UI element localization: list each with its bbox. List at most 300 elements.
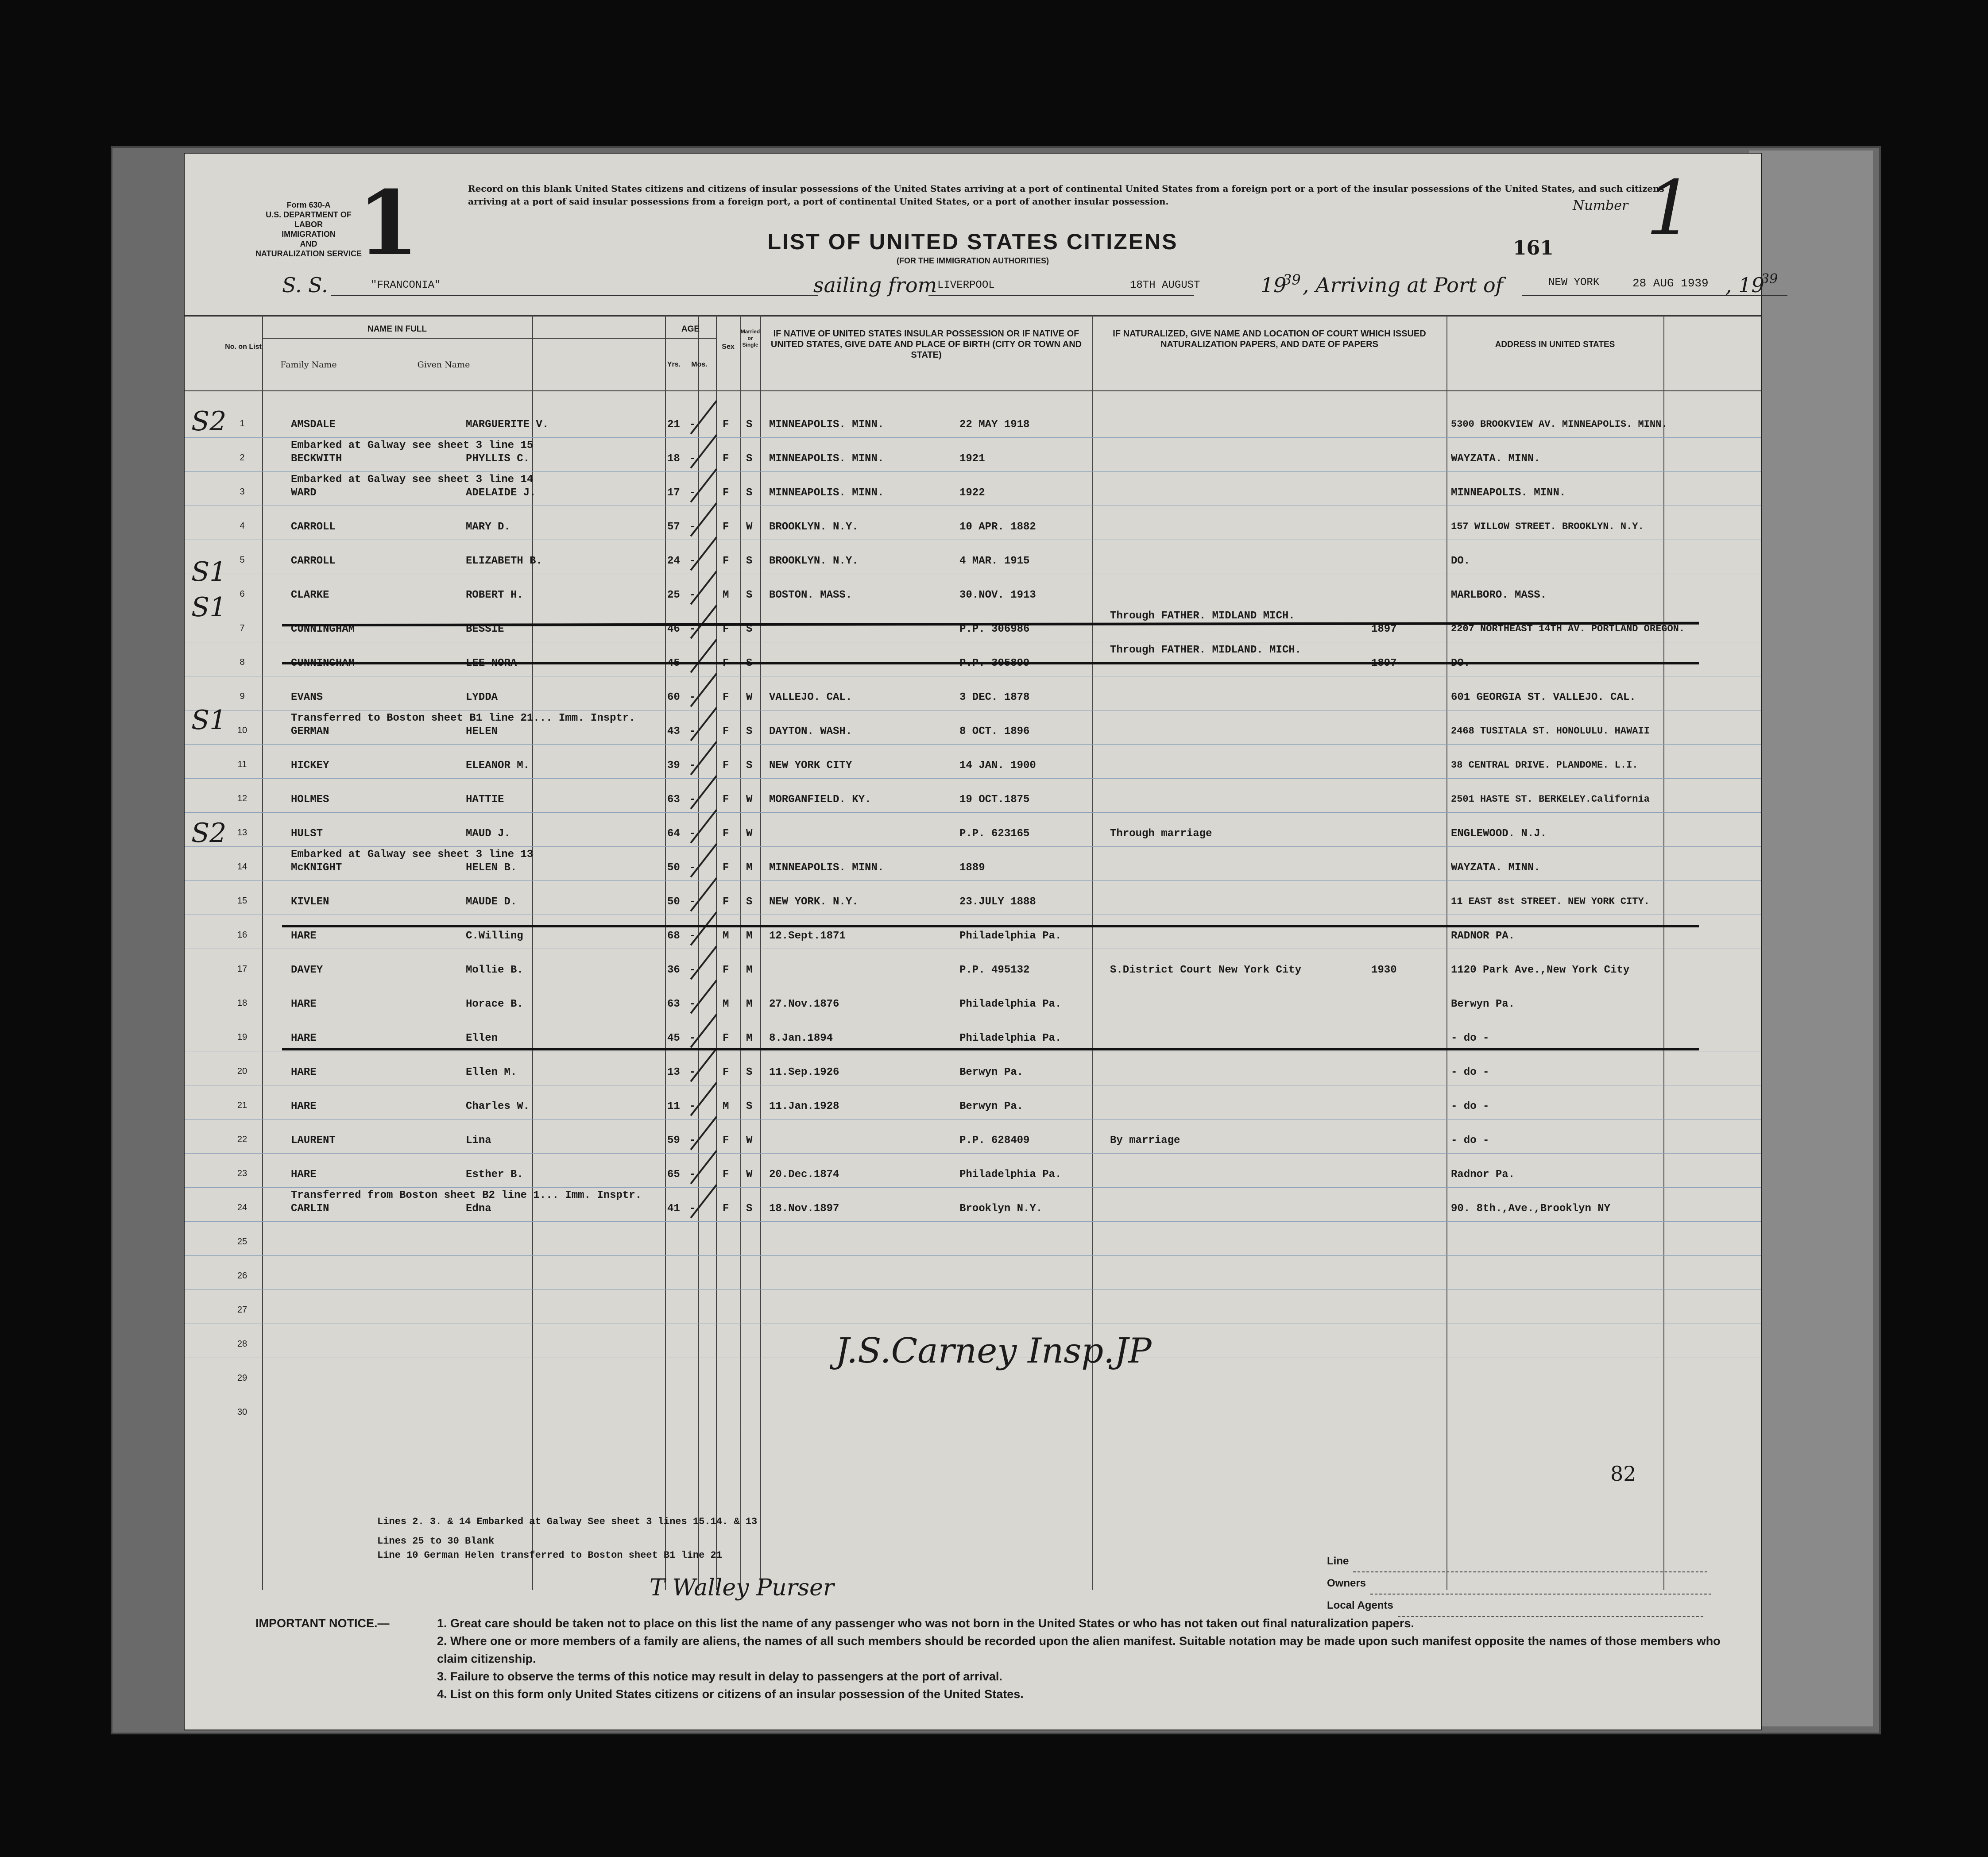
sex-cell: F — [723, 1169, 729, 1181]
given-name-cell: HELEN — [466, 726, 498, 737]
table-row — [185, 1188, 1761, 1222]
page-subtitle: (FOR THE IMMIGRATION AUTHORITIES) — [897, 256, 1049, 265]
checkmark-stroke — [690, 809, 718, 843]
age-years-cell: 18 — [667, 453, 680, 465]
sex-cell: M — [723, 998, 729, 1010]
row-number: 12 — [237, 794, 248, 803]
checkmark-stroke — [690, 946, 718, 980]
marital-status-cell: S — [746, 487, 753, 499]
family-name-cell: EVANS — [291, 691, 323, 703]
col-header-mos: Mos. — [691, 361, 708, 368]
birth-date-cell: Brooklyn N.Y. — [959, 1203, 1043, 1215]
row-number: 19 — [237, 1032, 248, 1042]
notice-item: 3. Failure to observe the terms of this notice may result in delay to passengers at the port of arrival. — [437, 1670, 1002, 1683]
table-row — [185, 881, 1761, 915]
naturalization-cell: By marriage — [1110, 1135, 1180, 1147]
age-months-cell: - — [689, 1169, 696, 1181]
age-months-cell: - — [689, 1032, 696, 1044]
line-owners-agents — [1327, 1550, 1711, 1617]
family-name-cell: WARD — [291, 487, 317, 499]
form-number: Form 630-A — [286, 201, 331, 209]
age-months-cell: - — [689, 555, 696, 567]
service-line-1: IMMIGRATION — [282, 230, 336, 239]
margin-annotation: S1 — [191, 705, 227, 736]
footer-notes — [377, 1515, 757, 1563]
family-name-cell: HARE — [291, 1032, 317, 1044]
given-name-cell: PHYLLIS C. — [466, 453, 530, 465]
table-row — [185, 1120, 1761, 1154]
margin-annotation: S2 — [191, 818, 227, 849]
address-cell: WAYZATA. MINN. — [1451, 453, 1540, 465]
col-header-no: No. on List — [225, 343, 262, 351]
age-months-cell: - — [689, 419, 696, 431]
col-header-married: Married or Single — [740, 328, 760, 348]
sex-cell: F — [723, 964, 729, 976]
family-name-cell: HARE — [291, 930, 317, 942]
port-arrival: NEW YORK — [1548, 277, 1600, 289]
footer-note: Lines 2. 3. & 14 Embarked at Galway See sheet 3 lines 15.14. & 13 — [377, 1516, 758, 1527]
footer-note: Line 10 German Helen transferred to Boston sheet B1 line 21 — [377, 1550, 722, 1561]
address-cell: 90. 8th.,Ave.,Brooklyn NY — [1451, 1203, 1611, 1215]
row-note: Embarked at Galway see sheet 3 line 15 — [291, 440, 534, 452]
col-header-family: Family Name — [280, 360, 337, 370]
row-number: 25 — [237, 1237, 248, 1247]
table-row — [185, 983, 1761, 1017]
address-cell: 157 WILLOW STREET. BROOKLYN. N.Y. — [1451, 521, 1644, 532]
year-prefix: 19 — [1261, 273, 1287, 297]
row-number: 27 — [237, 1305, 248, 1315]
age-years-cell: 46 — [667, 623, 680, 635]
address-cell: ENGLEWOOD. N.J. — [1451, 828, 1547, 840]
birth-date-cell: 3 DEC. 1878 — [959, 691, 1030, 703]
birth-date-cell: P.P. 623165 — [959, 828, 1030, 840]
line-label: Line — [1327, 1555, 1349, 1567]
family-name-cell: LAURENT — [291, 1135, 336, 1147]
address-cell: WAYZATA. MINN. — [1451, 862, 1540, 874]
checkmark-stroke — [690, 502, 718, 537]
marital-status-cell: M — [746, 998, 753, 1010]
age-months-cell: - — [689, 487, 696, 499]
given-name-cell: Ellen — [466, 1032, 498, 1044]
naturalization-cell: Through marriage — [1110, 828, 1212, 840]
marital-status-cell: W — [746, 691, 753, 703]
row-note: Embarked at Galway see sheet 3 line 14 — [291, 474, 534, 486]
birth-date-cell: Berwyn Pa. — [959, 1100, 1024, 1112]
birth-date-cell: Philadelphia Pa. — [959, 1032, 1062, 1044]
age-months-cell: - — [689, 1100, 696, 1112]
sex-cell: F — [723, 760, 729, 772]
birth-date-cell: P.P. 305899 — [959, 657, 1030, 669]
sex-cell: F — [723, 1032, 729, 1044]
address-cell: RADNOR PA. — [1451, 930, 1515, 942]
row-number: 4 — [240, 521, 245, 531]
given-name-cell: C.Willing — [466, 930, 523, 942]
number-label: Number — [1573, 198, 1628, 213]
arrival-year-suffix: 39 — [1761, 271, 1778, 287]
table-row — [185, 404, 1761, 438]
given-name-cell: ROBERT H. — [466, 589, 523, 601]
page-number: 82 — [1610, 1462, 1636, 1486]
family-name-cell: GERMAN — [291, 726, 329, 737]
marital-status-cell: S — [746, 726, 753, 737]
sailing-date: 18TH AUGUST — [1130, 279, 1200, 291]
marital-status-cell: S — [746, 419, 753, 431]
marital-status-cell: S — [746, 623, 753, 635]
row-number: 8 — [240, 657, 245, 667]
margin-annotation: S2 — [191, 406, 227, 437]
row-number: 16 — [237, 930, 248, 940]
age-years-cell: 17 — [667, 487, 680, 499]
row-note: Embarked at Galway see sheet 3 line 13 — [291, 849, 534, 861]
checkmark-stroke — [690, 877, 718, 911]
birth-place-cell: 27.Nov.1876 — [769, 998, 839, 1010]
birth-date-cell: 1922 — [959, 487, 985, 499]
age-years-cell: 45 — [667, 1032, 680, 1044]
address-cell: MARLBORO. MASS. — [1451, 589, 1547, 601]
record-instructions: Record on this blank United States citizens and citizens of insular possessions of the United States arriving at a port of continental United States from a foreign port or a port of the insular possessions of the United States, and such citizens arriving at a port of said insular possessions from a foreign port, a port of continental United States, or a port of another insular possession. — [468, 183, 1664, 207]
sex-cell: F — [723, 1066, 729, 1078]
stamped-number: 161 — [1513, 237, 1554, 259]
sex-cell: M — [723, 589, 729, 601]
address-cell: - do - — [1451, 1100, 1489, 1112]
given-name-cell: BESSIE — [466, 623, 504, 635]
address-cell: 5300 BROOKVIEW AV. MINNEAPOLIS. MINN. — [1451, 419, 1667, 430]
table-row — [185, 779, 1761, 813]
family-name-cell: HARE — [291, 1100, 317, 1112]
checkmark-stroke — [690, 571, 718, 605]
birth-place-cell: 12.Sept.1871 — [769, 930, 846, 942]
birth-place-cell: 18.Nov.1897 — [769, 1203, 839, 1215]
table-row — [185, 1051, 1761, 1085]
age-years-cell: 63 — [667, 998, 680, 1010]
col-header-naturalized: IF NATURALIZED, GIVE NAME AND LOCATION OF COURT WHICH ISSUED NATURALIZATION PAPERS, AND DATE OF PAPERS — [1113, 329, 1426, 349]
sex-cell: M — [723, 1100, 729, 1112]
row-number: 10 — [237, 726, 248, 735]
table-row — [185, 813, 1761, 847]
birth-date-cell: 1889 — [959, 862, 985, 874]
handwritten-number: 1 — [1646, 165, 1694, 252]
strikethrough-line — [282, 662, 1699, 664]
given-name-cell: Charles W. — [466, 1100, 530, 1112]
age-years-cell: 36 — [667, 964, 680, 976]
family-name-cell: HICKEY — [291, 760, 329, 772]
naturalization-cell: S.District Court New York City — [1110, 964, 1302, 976]
marital-status-cell: S — [746, 1066, 753, 1078]
col-header-address: ADDRESS IN UNITED STATES — [1495, 340, 1615, 349]
given-name-cell: Horace B. — [466, 998, 523, 1010]
col-header-sex: Sex — [722, 343, 735, 351]
checkmark-stroke — [690, 1048, 718, 1082]
row-number: 13 — [237, 828, 248, 838]
family-name-cell: DAVEY — [291, 964, 323, 976]
col-header-given: Given Name — [417, 360, 470, 370]
birth-place-cell: BOSTON. MASS. — [769, 589, 852, 601]
age-years-cell: 60 — [667, 691, 680, 703]
family-name-cell: McKNIGHT — [291, 862, 342, 874]
notice-item: 1. Great care should be taken not to place on this list the name of any passenger who was not born in the United States or who has not taken out final naturalization papers. — [437, 1617, 1414, 1630]
row-number: 21 — [237, 1100, 248, 1110]
family-name-cell: BECKWITH — [291, 453, 342, 465]
age-years-cell: 65 — [667, 1169, 680, 1181]
address-cell: 2207 NORTHEAST 14TH AV. PORTLAND OREGON. — [1451, 623, 1685, 634]
checkmark-stroke — [690, 605, 718, 639]
page-title: LIST OF UNITED STATES CITIZENS — [767, 229, 1178, 254]
table-row — [185, 1392, 1761, 1426]
address-cell: 601 GEORGIA ST. VALLEJO. CAL. — [1451, 691, 1636, 703]
table-row — [185, 949, 1761, 983]
address-cell: 1120 Park Ave.,New York City — [1451, 964, 1630, 976]
birth-place-cell: MINNEAPOLIS. MINN. — [769, 862, 884, 874]
marital-status-cell: M — [746, 1032, 753, 1044]
checkmark-stroke — [690, 707, 718, 741]
given-name-cell: Mollie B. — [466, 964, 523, 976]
given-name-cell: Esther B. — [466, 1169, 523, 1181]
table-row — [185, 574, 1761, 608]
birth-date-cell: 14 JAN. 1900 — [959, 760, 1036, 772]
notice-lead: IMPORTANT NOTICE.— — [255, 1617, 390, 1630]
given-name-cell: MARY D. — [466, 521, 511, 533]
checkmark-stroke — [690, 673, 718, 707]
sex-cell: F — [723, 657, 729, 669]
row-note: Transferred from Boston sheet B2 line 1... Imm. Insptr. — [291, 1189, 642, 1201]
marital-status-cell: W — [746, 828, 753, 840]
sex-cell: F — [723, 453, 729, 465]
marital-status-cell: W — [746, 1169, 753, 1181]
arrival-date-stamp: 28 AUG 1939 — [1632, 277, 1709, 290]
row-number: 17 — [237, 964, 248, 974]
row-number: 26 — [237, 1271, 248, 1281]
birth-place-cell: VALLEJO. CAL. — [769, 691, 852, 703]
address-cell: DO. — [1451, 555, 1470, 567]
age-months-cell: - — [689, 998, 696, 1010]
table-row — [185, 1256, 1761, 1290]
age-months-cell: - — [689, 657, 696, 669]
age-years-cell: 43 — [667, 726, 680, 737]
birth-place-cell: NEW YORK. N.Y. — [769, 896, 859, 908]
family-name-cell: CUNNINGHAM — [291, 657, 355, 669]
given-name-cell: LYDDA — [466, 691, 498, 703]
row-note: Transferred to Boston sheet B1 line 21... Imm. Insptr. — [291, 712, 635, 724]
naturalization-cell: Through FATHER. MIDLAND. MICH. — [1110, 644, 1302, 656]
ship-name: "FRANCONIA" — [371, 279, 441, 291]
birth-date-cell: 30.NOV. 1913 — [959, 589, 1036, 601]
table-row — [185, 1085, 1761, 1120]
birth-date-cell: Philadelphia Pa. — [959, 1169, 1062, 1181]
table-row — [185, 710, 1761, 745]
birth-place-cell: MINNEAPOLIS. MINN. — [769, 419, 884, 431]
row-number: 24 — [237, 1203, 248, 1212]
checkmark-stroke — [690, 1116, 718, 1150]
age-months-cell: - — [689, 930, 696, 942]
sex-cell: F — [723, 487, 729, 499]
checkmark-stroke — [690, 434, 718, 468]
row-number: 15 — [237, 896, 248, 906]
age-months-cell: - — [689, 794, 696, 806]
notice-item: 4. List on this form only United States citizens or citizens of an insular possession of the United States. — [437, 1687, 1024, 1701]
age-months-cell: - — [689, 1135, 696, 1147]
address-cell: 38 CENTRAL DRIVE. PLANDOME. L.I. — [1451, 760, 1638, 771]
sex-cell: F — [723, 828, 729, 840]
checkmark-stroke — [690, 639, 718, 673]
margin-annotation: S1 — [191, 592, 227, 623]
family-name-cell: CARROLL — [291, 521, 336, 533]
ship-info-line — [282, 271, 1778, 300]
birth-date-cell: P.P. 628409 — [959, 1135, 1030, 1147]
given-name-cell: ADELAIDE J. — [466, 487, 536, 499]
strikethrough-line — [282, 925, 1699, 927]
sex-cell: F — [723, 896, 729, 908]
year-suffix: 39 — [1283, 271, 1301, 288]
checkmark-stroke — [690, 1184, 718, 1218]
row-number: 22 — [237, 1135, 248, 1144]
given-name-cell: Edna — [466, 1203, 491, 1215]
age-years-cell: 11 — [667, 1100, 680, 1112]
notice-item: 2. Where one or more members of a family are aliens, the names of all such members should be recorded upon the alien manifest. Suitable notation may be made upon such manifest opposite the names of those members who claim citizenship. — [437, 1634, 1721, 1665]
table-row — [185, 438, 1761, 472]
table-row — [185, 1017, 1761, 1051]
address-cell: - do - — [1451, 1032, 1489, 1044]
birth-place-cell: MORGANFIELD. KY. — [769, 794, 871, 806]
sex-cell: M — [723, 930, 729, 942]
age-months-cell: - — [689, 828, 696, 840]
col-header-age: AGE — [681, 324, 700, 334]
marital-status-cell: M — [746, 862, 753, 874]
sex-cell: F — [723, 726, 729, 737]
given-name-cell: MARGUERITE V. — [466, 419, 549, 431]
given-name-cell: MAUDE D. — [466, 896, 517, 908]
table-row — [185, 642, 1761, 676]
family-name-cell: HARE — [291, 1169, 317, 1181]
stacked-pages-edge — [1749, 151, 1873, 1726]
sex-cell: F — [723, 1135, 729, 1147]
age-months-cell: - — [689, 1203, 696, 1215]
purser-signature: T Walley Purser — [650, 1575, 834, 1601]
family-name-cell: HULST — [291, 828, 323, 840]
checkmark-stroke — [690, 775, 718, 809]
birth-place-cell: DAYTON. WASH. — [769, 726, 852, 737]
service-line-2: AND — [300, 239, 317, 248]
arrival-year-prefix: , 19 — [1725, 273, 1764, 297]
naturalization-year-cell: 1897 — [1371, 657, 1397, 669]
given-name-cell: HATTIE — [466, 794, 504, 806]
marital-status-cell: S — [746, 555, 753, 567]
marital-status-cell: W — [746, 1135, 753, 1147]
age-years-cell: 68 — [667, 930, 680, 942]
given-name-cell: Ellen M. — [466, 1066, 517, 1078]
given-name-cell: ELEANOR M. — [466, 760, 530, 772]
birth-place-cell: 20.Dec.1874 — [769, 1169, 839, 1181]
birth-date-cell: 10 APR. 1882 — [959, 521, 1036, 533]
sailing-from-label: sailing from — [813, 273, 937, 297]
birth-date-cell: 4 MAR. 1915 — [959, 555, 1030, 567]
sex-cell: F — [723, 862, 729, 874]
age-years-cell: 63 — [667, 794, 680, 806]
family-name-cell: CARLIN — [291, 1203, 329, 1215]
family-name-cell: CUNNINGHAM — [291, 623, 355, 635]
age-years-cell: 57 — [667, 521, 680, 533]
sex-cell: F — [723, 1203, 729, 1215]
arriving-label: , Arriving at Port of — [1303, 273, 1503, 297]
birth-place-cell: MINNEAPOLIS. MINN. — [769, 453, 884, 465]
department: U.S. DEPARTMENT OF LABOR — [266, 210, 352, 229]
age-years-cell: 50 — [667, 896, 680, 908]
address-cell: 11 EAST 8st STREET. NEW YORK CITY. — [1451, 896, 1650, 907]
row-number: 30 — [237, 1407, 248, 1417]
birth-date-cell: P.P. 306986 — [959, 623, 1030, 635]
birth-date-cell: 1921 — [959, 453, 985, 465]
marital-status-cell: S — [746, 589, 753, 601]
address-cell: 2501 HASTE ST. BERKELEY.California — [1451, 794, 1650, 805]
marital-status-cell: S — [746, 1203, 753, 1215]
passenger-table — [185, 315, 1761, 1590]
row-number: 6 — [240, 589, 245, 599]
ss-label: S. S. — [282, 273, 328, 297]
row-number: 2 — [240, 453, 245, 463]
checkmark-stroke — [690, 1014, 718, 1048]
naturalization-cell: Through FATHER. MIDLAND MICH. — [1110, 610, 1295, 622]
table-row — [185, 847, 1761, 881]
age-months-cell: - — [689, 521, 696, 533]
row-number: 18 — [237, 998, 248, 1008]
row-number: 3 — [240, 487, 245, 497]
citizen-list-sheet — [184, 153, 1778, 1730]
row-number: 9 — [240, 691, 245, 701]
age-years-cell: 50 — [667, 862, 680, 874]
owners-label: Owners — [1327, 1577, 1366, 1589]
birth-place-cell: 8.Jan.1894 — [769, 1032, 833, 1044]
checkmark-stroke — [690, 468, 718, 502]
given-name-cell: Lina — [466, 1135, 491, 1147]
checkmark-stroke — [690, 911, 718, 946]
address-cell: MINNEAPOLIS. MINN. — [1451, 487, 1566, 499]
age-years-cell: 45 — [667, 657, 680, 669]
age-months-cell: - — [689, 726, 696, 737]
family-name-cell: CARROLL — [291, 555, 336, 567]
age-months-cell: - — [689, 964, 696, 976]
inspector-signature: J.S.Carney Insp.JP — [835, 1331, 1152, 1371]
age-months-cell: - — [689, 691, 696, 703]
address-cell: Berwyn Pa. — [1451, 998, 1515, 1010]
age-months-cell: - — [689, 589, 696, 601]
sex-cell: F — [723, 555, 729, 567]
family-name-cell: HARE — [291, 998, 317, 1010]
checkmark-stroke — [690, 843, 718, 877]
local-agents-label: Local Agents — [1327, 1599, 1393, 1611]
table-row — [185, 1154, 1761, 1188]
age-months-cell: - — [689, 453, 696, 465]
table-row — [185, 1222, 1761, 1256]
birth-place-cell: NEW YORK CITY — [769, 760, 852, 772]
naturalization-year-cell: 1930 — [1371, 964, 1397, 976]
given-name-cell: ELIZABETH B. — [466, 555, 542, 567]
age-months-cell: - — [689, 1066, 696, 1078]
birth-date-cell: Philadelphia Pa. — [959, 998, 1062, 1010]
age-months-cell: - — [689, 623, 696, 635]
table-row — [185, 472, 1761, 506]
birth-place-cell: BROOKLYN. N.Y. — [769, 555, 859, 567]
age-years-cell: 25 — [667, 589, 680, 601]
checkmark-stroke — [690, 741, 718, 775]
row-number: 1 — [240, 419, 245, 429]
birth-place-cell: BROOKLYN. N.Y. — [769, 521, 859, 533]
age-months-cell: - — [689, 896, 696, 908]
marital-status-cell: S — [746, 1100, 753, 1112]
age-months-cell: - — [689, 760, 696, 772]
birth-date-cell: Berwyn Pa. — [959, 1066, 1024, 1078]
sex-cell: F — [723, 419, 729, 431]
row-number: 23 — [237, 1169, 248, 1178]
birth-date-cell: 19 OCT.1875 — [959, 794, 1030, 806]
